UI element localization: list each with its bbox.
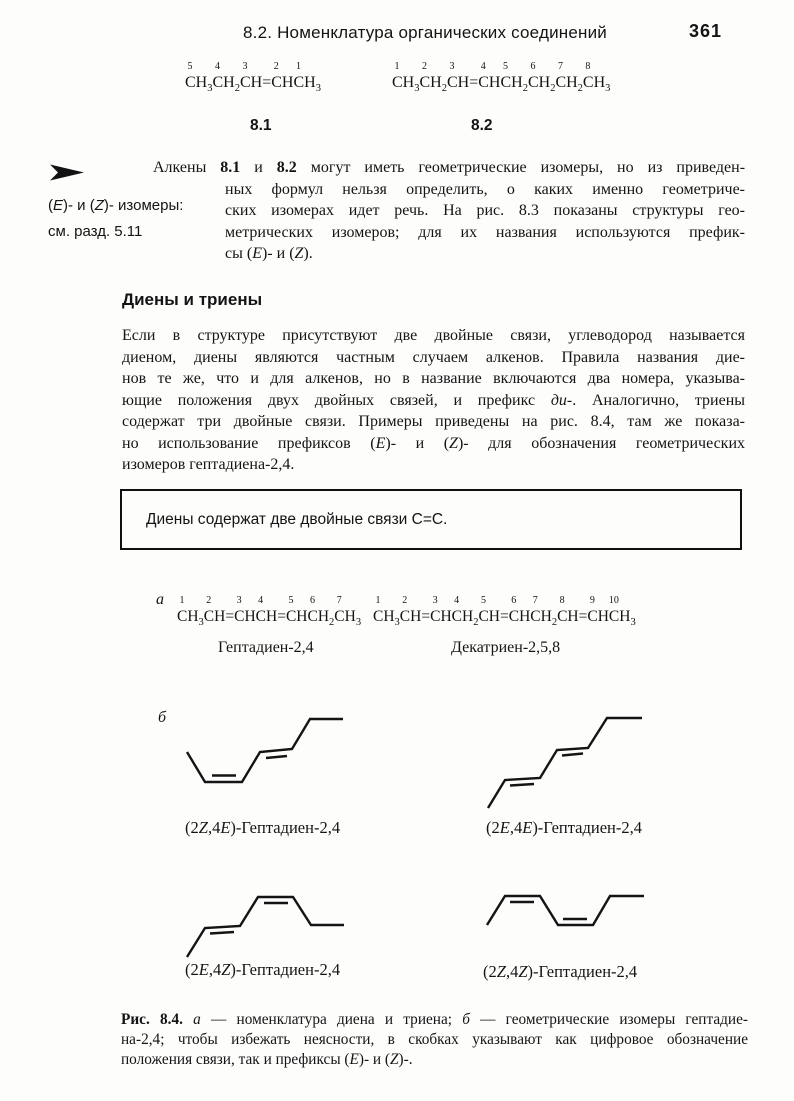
carbon-chain [488, 718, 642, 808]
formula-8-2: 1 $CH_3$ 2 $CH_2$ 3 CH= 4 CH 5 $CH_2$ 6 $CH_2$ 7 $CH_2$ 8 $CH_3$ [392, 61, 611, 94]
paragraph-alkenes: Алкены 8.1 и 8.2 могут иметь геометрические изомеры, но из приведен- ных формул нельзя определить, о каких именно геометриче- ских изомерах идет речь. На рис. 8.3 показаны структуры гео- метрических изомеров; для их названия используются префик- сы (E)- и (Z). [153, 159, 746, 262]
formula-8-1-label: 8.1 [250, 117, 272, 134]
figure-caption: Рис. 8.4. а — номенклатура диена и триена; б — геометрические изомеры гептадие- на-2,4; чтобы избежать неясности, в скобках указывают как цифровое обозначение положения связи, так и префиксы (Е)- и (Z)-. [121, 1011, 748, 1068]
isomer-name-2e4z: (2E,4Z)-Гептадиен-2,4 [185, 960, 341, 979]
double-bond-line [510, 784, 534, 786]
rule-box [120, 489, 742, 550]
rule-box-text: Диены содержат две двойные связи С=С. [146, 510, 448, 528]
margin-arrow-icon [50, 163, 84, 182]
page-number: 361 [689, 21, 723, 41]
formula-heptadiene: 1 $CH_3$ 2 CH= 3 CH 4 CH= 5 CH 6 $CH_2$ 7 $CH_3$ [177, 595, 362, 628]
formula-decatriene-name: Декатриен-2,5,8 [451, 639, 561, 656]
figure-part-b-label: б [158, 709, 167, 726]
skeletal-structure-2z4e [180, 712, 350, 790]
section-heading-dienes: Диены и триены [122, 290, 263, 309]
isomer-name-2z4z: (2Z,4Z)-Гептадиен-2,4 [483, 962, 638, 981]
margin-note: (E)- и (Z)- изомеры: см. разд. 5.11 [48, 197, 184, 240]
carbon-chain [487, 896, 644, 925]
carbon-chain [187, 897, 344, 957]
skeletal-structure-2e4z [182, 892, 348, 962]
skeletal-structure-2z4z [482, 891, 648, 931]
double-bond-line [210, 932, 234, 934]
formula-8-2-label: 8.2 [471, 117, 493, 134]
running-header-title: 8.2. Номенклатура органических соединений [243, 23, 607, 42]
double-bond-line [562, 754, 583, 756]
formula-decatriene: 1 $CH_3$ 2 CH= 3 CH 4 $CH_2$ 5 CH= 6 CH 7 $CH_2$ 8 CH= 9 CH 10 $CH_3$ [373, 595, 636, 628]
figure-part-a-label: а [156, 591, 164, 608]
isomer-name-2z4e: (2Z,4E)-Гептадиен-2,4 [185, 818, 341, 837]
skeletal-structure-2e4e [483, 713, 648, 813]
double-bond-line [266, 756, 287, 758]
isomer-name-2e4e: (2E,4E)-Гептадиен-2,4 [486, 818, 642, 837]
paragraph-dienes: Если в структуре присутствуют две двойные связи, углеводород называется диеном, диены являются частным случаем алкенов. Правила названия дие- нов те же, что и для алкенов, но в название включаются два номера, указыва- ющие положения двух двойных связей, и префикс ди-. Аналогично, триены содержат три двойные связи. Примеры приведены на рис. 8.4, там же показа- но использование префиксов (E)- и (Z)- для обозначения геометрических изомеров гептадиена-2,4. [122, 327, 746, 473]
carbon-chain [187, 719, 343, 782]
formula-8-1: 5 $CH_3$ 4 $CH_2$ 3 CH= 2 CH 1 $CH_3$ [185, 61, 321, 94]
formula-heptadiene-name: Гептадиен-2,4 [218, 639, 314, 656]
